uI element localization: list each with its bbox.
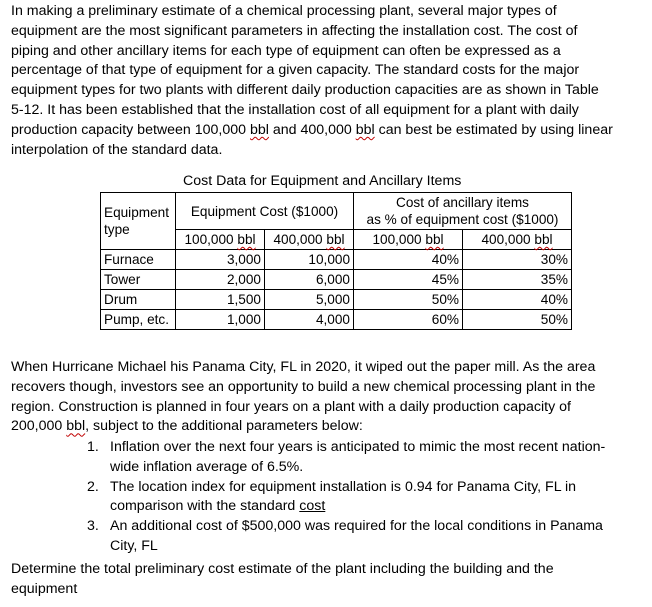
intro-line: 5-12. It has been established that the installation cost of all equipment for a plant with daily xyxy=(11,101,579,118)
intro-line: production capacity between 100,000 xyxy=(11,121,250,138)
header-equipment-cost: Equipment Cost ($1000) xyxy=(176,193,354,230)
cell-ancillary-400k: 35% xyxy=(463,270,572,290)
intro-line: equipment types for two plants with different daily production capacities are as shown in Table xyxy=(11,82,599,99)
table-row xyxy=(101,290,572,310)
list-marker: 3. xyxy=(87,518,99,535)
cell-equip-400k: 6,000 xyxy=(265,270,354,290)
cell-equip-400k: 5,000 xyxy=(265,290,354,310)
underlined-word: cost xyxy=(299,498,326,515)
cell-type: Drum xyxy=(101,290,176,310)
intro-line: interpolation of the standard data. xyxy=(11,141,223,158)
table-row xyxy=(101,270,572,290)
intro-line: piping and other ancillary items for each type of equipment can often be expressed as a xyxy=(11,42,561,59)
cell-ancillary-100k: 50% xyxy=(354,290,463,310)
question-paragraph xyxy=(11,560,641,600)
cell-ancillary-100k: 45% xyxy=(354,270,463,290)
spellcheck-word: bbl xyxy=(355,121,375,138)
cell-ancillary-100k: 60% xyxy=(354,310,463,330)
body-line: region. Construction is planned in four years on a plant with a daily production capacity of xyxy=(11,398,571,415)
spellcheck-word: bbl xyxy=(66,418,86,435)
intro-line: equipment are the most significant parameters in affecting the installation cost. The cost of xyxy=(11,22,578,39)
table-caption: Cost Data for Equipment and Ancillary Items xyxy=(183,173,462,189)
cost-data-table xyxy=(100,192,572,330)
question-line: equipment xyxy=(11,580,78,597)
intro-line: percentage of that type of equipment for a given capacity. The standard costs for the major xyxy=(11,62,580,79)
body-line: recovers though, investors see an opportunity to build a new chemical processing plant in the xyxy=(11,378,596,395)
spellcheck-word: bbl xyxy=(250,121,269,138)
subheader-100k: 100,000 bbl xyxy=(354,230,463,250)
scenario-paragraph xyxy=(11,358,641,437)
cell-ancillary-100k: 40% xyxy=(354,250,463,270)
parameter-list xyxy=(11,438,641,557)
cell-type: Furnace xyxy=(101,250,176,270)
intro-line: and 400,000 xyxy=(268,121,356,138)
subheader-400k: 400,000 bbl xyxy=(265,230,354,250)
subheader-100k: 100,000 bbl xyxy=(176,230,265,250)
table-row xyxy=(101,310,572,330)
cell-ancillary-400k: 40% xyxy=(463,290,572,310)
header-ancillary-cost xyxy=(354,193,572,230)
cell-equip-100k: 2,000 xyxy=(176,270,265,290)
cell-ancillary-400k: 50% xyxy=(463,310,572,330)
cell-equip-100k: 1,500 xyxy=(176,290,265,310)
cell-equip-400k: 10,000 xyxy=(265,250,354,270)
list-item: 3. An additional cost of $500,000 was required for the local conditions in Panama City, FL xyxy=(87,518,603,554)
intro-paragraph xyxy=(11,2,641,160)
table-row xyxy=(101,250,572,270)
list-marker: 1. xyxy=(87,439,99,455)
cell-ancillary-400k: 30% xyxy=(463,250,572,270)
intro-line: In making a preliminary estimate of a chemical processing plant, several major types of xyxy=(11,3,557,19)
header-equipment-type: Equipment type xyxy=(101,193,176,250)
list-item: 1. Inflation over the next four years is anticipated to mimic the most recent nation- wide inflation average of 6.5%. xyxy=(87,439,606,475)
question-line: Determine the total preliminary cost estimate of the plant including the building and the xyxy=(11,561,554,577)
cell-equip-400k: 4,000 xyxy=(265,310,354,330)
body-line: 200,000 xyxy=(11,418,67,435)
cell-equip-100k: 1,000 xyxy=(176,310,265,330)
subheader-400k: 400,000 bbl xyxy=(463,230,572,250)
cell-equip-100k: 3,000 xyxy=(176,250,265,270)
body-line: , subject to the additional parameters below: xyxy=(85,418,363,435)
intro-line: can best be estimated by using linear xyxy=(374,121,613,138)
cell-type: Pump, etc. xyxy=(101,310,176,330)
list-item: 2. The location index for equipment installation is 0.94 for Panama City, FL in comparison with the standard cost xyxy=(87,478,577,515)
header-ancillary-line: Cost of ancillary items xyxy=(396,195,529,210)
list-marker: 2. xyxy=(87,478,99,495)
cell-type: Tower xyxy=(101,270,176,290)
body-line: When Hurricane Michael his Panama City, FL in 2020, it wiped out the paper mill. As the area xyxy=(11,359,596,375)
header-ancillary-line: as % of equipment cost ($1000) xyxy=(366,212,559,227)
